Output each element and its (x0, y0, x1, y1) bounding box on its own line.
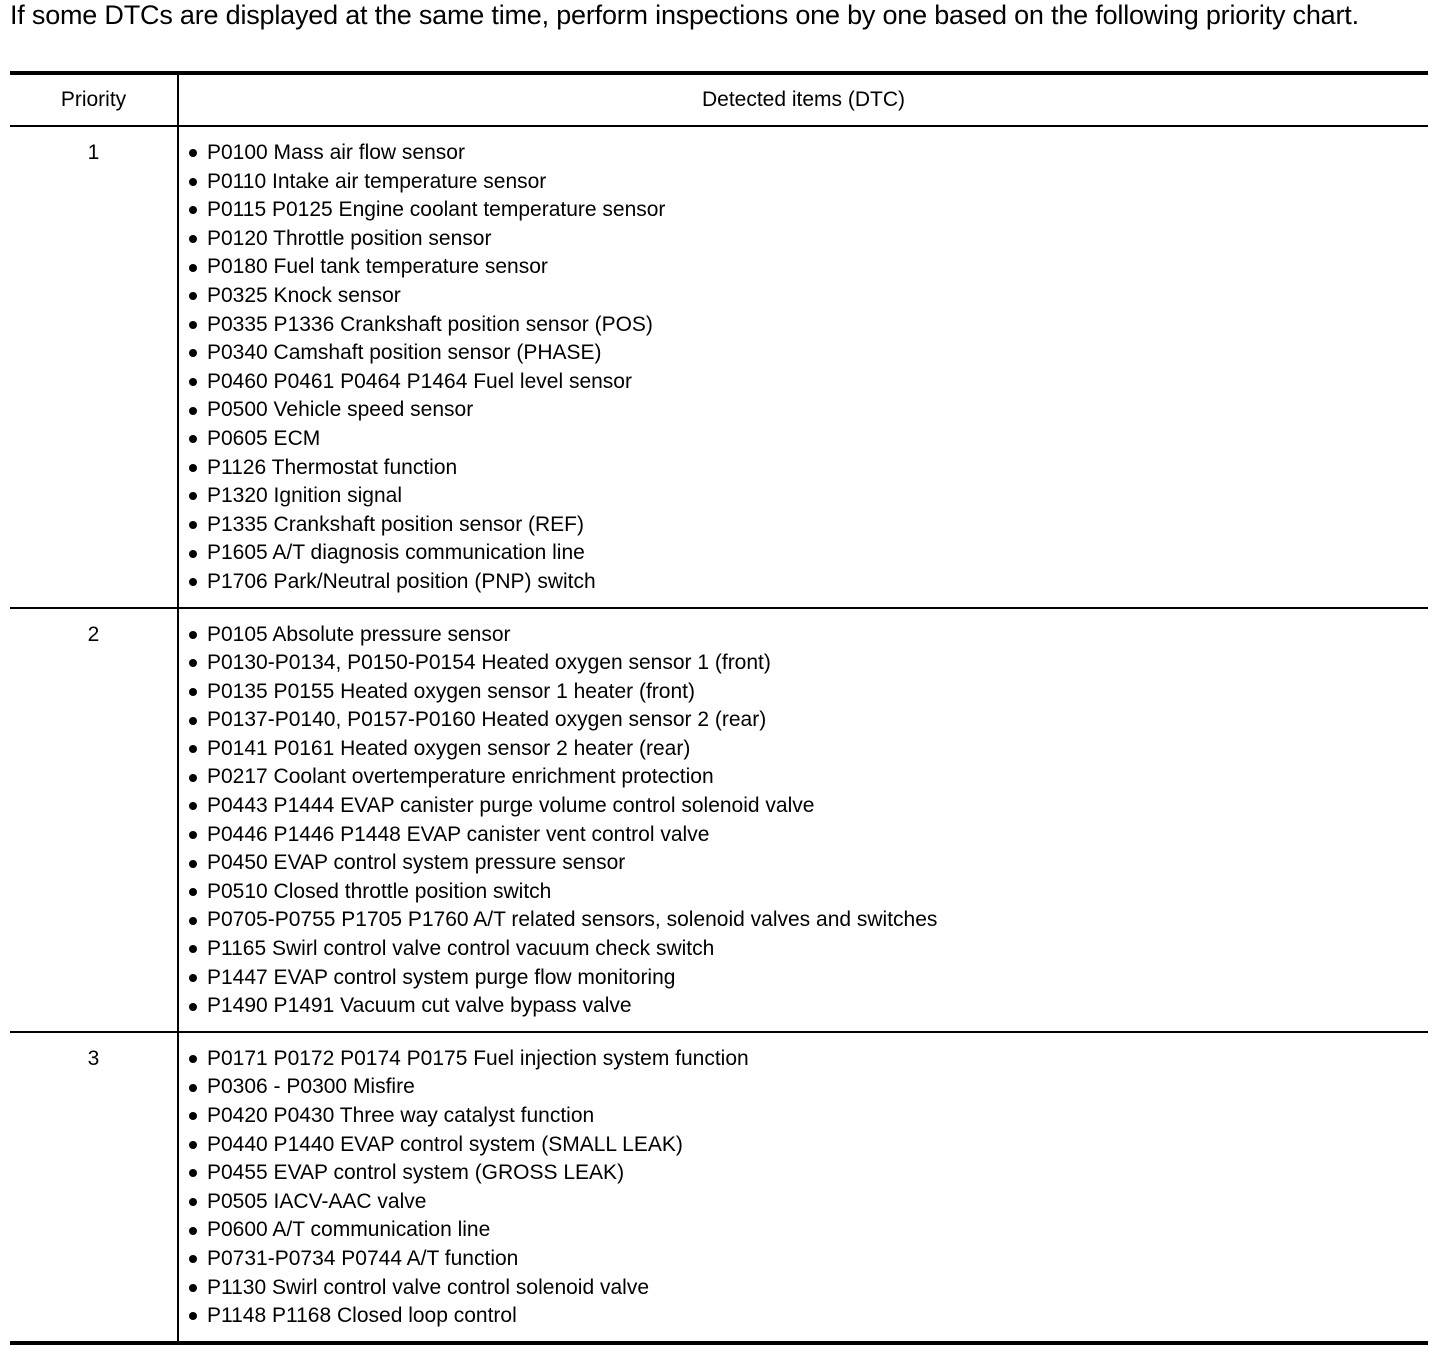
bullet-icon (189, 974, 197, 982)
list-item (189, 425, 1428, 454)
dtc-item-text: P0120 Throttle position sensor (207, 226, 492, 250)
list-item (189, 678, 1428, 707)
list-item (189, 482, 1428, 511)
bullet-icon (189, 264, 197, 272)
table-row (10, 125, 1428, 607)
dtc-item-text: P0306 - P0300 Misfire (207, 1075, 415, 1099)
bullet-icon (189, 802, 197, 810)
list-item (189, 649, 1428, 678)
list-item (189, 735, 1428, 764)
list-item (189, 139, 1428, 168)
bullet-icon (189, 578, 197, 586)
dtc-item-text: P1130 Swirl control valve control solenoid valve (207, 1275, 650, 1299)
bullet-icon (189, 1169, 197, 1177)
dtc-item-text: P0605 ECM (207, 426, 321, 450)
list-item (189, 1188, 1428, 1217)
list-item (189, 849, 1428, 878)
dtc-item-text: P0141 P0161 Heated oxygen sensor 2 heater (rear) (207, 736, 691, 760)
list-item (189, 1302, 1428, 1331)
detected-items-cell (179, 127, 1428, 607)
list-item (189, 568, 1428, 597)
dtc-item-text: P0217 Coolant overtemperature enrichment protection (207, 765, 714, 789)
dtc-list (179, 139, 1428, 597)
dtc-item-text: P0450 EVAP control system pressure sensor (207, 851, 626, 875)
list-item (189, 792, 1428, 821)
list-item (189, 225, 1428, 254)
list-item (189, 1073, 1428, 1102)
bullet-icon (189, 1055, 197, 1063)
bullet-icon (189, 178, 197, 186)
dtc-item-text: P0420 P0430 Three way catalyst function (207, 1104, 595, 1127)
dtc-item-text: P0460 P0461 P0464 P1464 Fuel level sensor (207, 369, 632, 393)
bullet-icon (189, 1198, 197, 1206)
bullet-icon (189, 1112, 197, 1120)
bullet-icon (189, 435, 197, 443)
table-row (10, 1031, 1428, 1341)
dtc-item-text: P0510 Closed throttle position switch (207, 879, 552, 903)
dtc-item-text: P0135 P0155 Heated oxygen sensor 1 heater (front) (207, 679, 695, 703)
list-item (189, 1131, 1428, 1160)
dtc-item-text: P0171 P0172 P0174 P0175 Fuel injection system function (207, 1046, 749, 1070)
list-item (189, 1045, 1428, 1074)
bullet-icon (189, 917, 197, 925)
dtc-item-text: P0500 Vehicle speed sensor (207, 398, 474, 422)
dtc-item-text: P1706 Park/Neutral position (PNP) switch (207, 569, 596, 593)
list-item (189, 1274, 1428, 1303)
dtc-item-text: P0105 Absolute pressure sensor (207, 622, 511, 646)
dtc-item-text: P0600 A/T communication line (207, 1218, 491, 1242)
header-priority: Priority (10, 75, 179, 125)
list-item (189, 511, 1428, 540)
bullet-icon (189, 1084, 197, 1092)
list-item (189, 821, 1428, 850)
list-item (189, 964, 1428, 993)
bullet-icon (189, 688, 197, 696)
dtc-item-text: P0443 P1444 EVAP canister purge volume control solenoid valve (207, 794, 815, 818)
list-item (189, 311, 1428, 340)
list-item (189, 878, 1428, 907)
priority-cell: 1 (10, 127, 179, 607)
bullet-icon (189, 206, 197, 214)
dtc-item-text: P0335 P1336 Crankshaft position sensor (POS) (207, 312, 653, 336)
header-detected-items: Detected items (DTC) (701, 88, 906, 111)
priority-chart-table (10, 71, 1428, 1345)
dtc-item-text: P0731-P0734 P0744 A/T function (207, 1246, 519, 1270)
dtc-item-text: P1320 Ignition signal (207, 484, 402, 508)
bullet-icon (189, 1003, 197, 1011)
bullet-icon (189, 407, 197, 415)
table-body (10, 125, 1428, 1341)
list-item (189, 454, 1428, 483)
bullet-icon (189, 1284, 197, 1292)
bullet-icon (189, 1312, 197, 1320)
dtc-item-text: P0180 Fuel tank temperature sensor (207, 255, 548, 279)
list-item (189, 906, 1428, 935)
list-item (189, 539, 1428, 568)
dtc-list (179, 1045, 1428, 1331)
list-item (189, 1159, 1428, 1188)
bullet-icon (189, 888, 197, 896)
dtc-item-text: P0137-P0140, P0157-P0160 Heated oxygen sensor 2 (rear) (207, 708, 767, 732)
bullet-icon (189, 659, 197, 667)
bullet-icon (189, 550, 197, 558)
dtc-item-text: P0110 Intake air temperature sensor (207, 169, 547, 193)
bullet-icon (189, 292, 197, 300)
bullet-icon (189, 492, 197, 500)
bullet-icon (189, 321, 197, 329)
dtc-item-text: P1447 EVAP control system purge flow monitoring (207, 965, 676, 989)
priority-cell: 3 (10, 1033, 179, 1341)
bullet-icon (189, 717, 197, 725)
dtc-item-text: P0440 P1440 EVAP control system (SMALL LEAK) (207, 1132, 683, 1156)
list-item (189, 621, 1428, 650)
dtc-item-text: P0505 IACV-AAC valve (207, 1189, 427, 1213)
bullet-icon (189, 149, 197, 157)
priority-cell: 2 (10, 609, 179, 1031)
dtc-item-text: P1335 Crankshaft position sensor (REF) (207, 512, 585, 536)
table-header-row (10, 75, 1428, 125)
dtc-item-text: P1605 A/T diagnosis communication line (207, 541, 585, 565)
list-item (189, 396, 1428, 425)
bullet-icon (189, 831, 197, 839)
dtc-item-text: P0446 P1446 P1448 EVAP canister vent control valve (207, 822, 710, 846)
list-item (189, 706, 1428, 735)
dtc-item-text: P0340 Camshaft position sensor (PHASE) (207, 341, 602, 365)
table-row (10, 607, 1428, 1031)
dtc-list (179, 621, 1428, 1021)
dtc-item-text: P0705-P0755 P1705 P1760 A/T related sensors, solenoid valves and switches (207, 908, 938, 932)
bullet-icon (189, 945, 197, 953)
dtc-item-text: P0325 Knock sensor (207, 283, 401, 307)
dtc-item-text: P0130-P0134, P0150-P0154 Heated oxygen sensor 1 (front) (207, 651, 771, 675)
detected-items-cell (179, 1033, 1428, 1341)
list-item (189, 935, 1428, 964)
dtc-item-text: P1148 P1168 Closed loop control (207, 1304, 517, 1328)
list-item (189, 282, 1428, 311)
list-item (189, 1216, 1428, 1245)
list-item (189, 196, 1428, 225)
bullet-icon (189, 378, 197, 386)
bullet-icon (189, 745, 197, 753)
bullet-icon (189, 860, 197, 868)
bullet-icon (189, 521, 197, 529)
list-item (189, 763, 1428, 792)
bullet-icon (189, 1255, 197, 1263)
bullet-icon (189, 1141, 197, 1149)
list-item (189, 339, 1428, 368)
bullet-icon (189, 235, 197, 243)
list-item (189, 992, 1428, 1021)
bullet-icon (189, 631, 197, 639)
list-item (189, 1102, 1428, 1131)
intro-text: If some DTCs are displayed at the same time, perform inspections one by one based on the following priority chart. (10, 0, 1359, 30)
bullet-icon (189, 464, 197, 472)
bullet-icon (189, 1227, 197, 1235)
dtc-item-text: P1165 Swirl control valve control vacuum check switch (207, 937, 715, 961)
list-item (189, 368, 1428, 397)
bullet-icon (189, 349, 197, 357)
list-item (189, 253, 1428, 282)
dtc-item-text: P0100 Mass air flow sensor (207, 141, 465, 164)
dtc-item-text: P0455 EVAP control system (GROSS LEAK) (207, 1161, 625, 1185)
dtc-item-text: P1126 Thermostat function (207, 455, 458, 479)
dtc-item-text: P1490 P1491 Vacuum cut valve bypass valve (207, 994, 632, 1018)
bullet-icon (189, 774, 197, 782)
list-item (189, 168, 1428, 197)
dtc-item-text: P0115 P0125 Engine coolant temperature sensor (207, 198, 666, 222)
detected-items-cell (179, 609, 1428, 1031)
list-item (189, 1245, 1428, 1274)
